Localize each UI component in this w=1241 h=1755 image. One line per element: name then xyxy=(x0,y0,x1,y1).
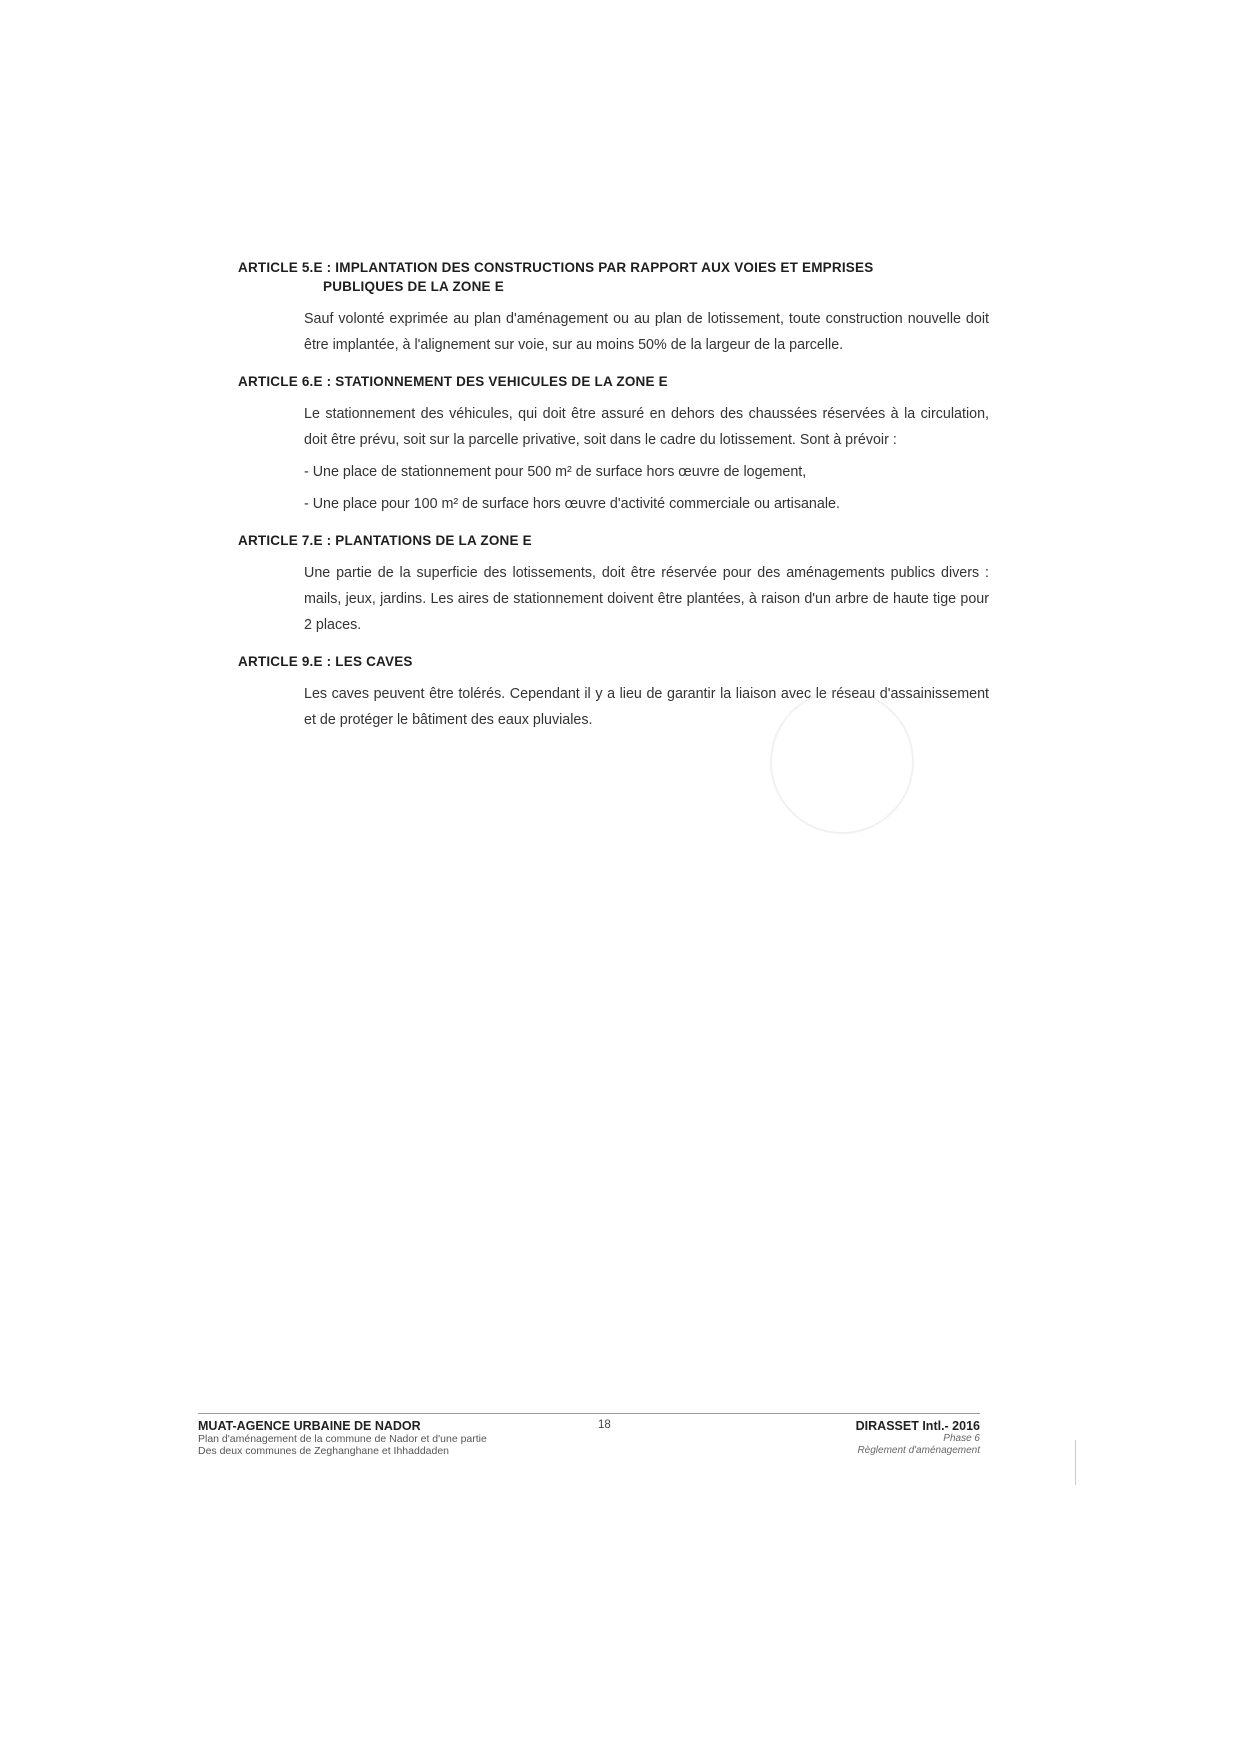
article-body xyxy=(304,681,989,733)
footer-left xyxy=(198,1419,618,1457)
article-7e xyxy=(238,531,998,638)
article-6e xyxy=(238,372,998,517)
article-title: ARTICLE 7.E : PLANTATIONS DE LA ZONE E xyxy=(238,533,532,548)
footer-organization: MUAT-AGENCE URBAINE DE NADOR xyxy=(198,1419,421,1433)
article-title: ARTICLE 9.E : LES CAVES xyxy=(238,654,413,669)
article-title-line2: PUBLIQUES DE LA ZONE E xyxy=(323,279,504,294)
paragraph: Le stationnement des véhicules, qui doit être assuré en dehors des chaussées réservées à la circulation, doit être prévu, soit sur la parcelle privative, soit dans le cadre du lotissement. Sont à prévoir : xyxy=(304,406,989,448)
article-title: ARTICLE 6.E : STATIONNEMENT DES VEHICULES DE LA ZONE E xyxy=(238,374,668,389)
article-body xyxy=(304,306,989,358)
article-9e xyxy=(238,652,998,733)
footer-subtitle: Des deux communes de Zeghanghane et Ihhaddaden xyxy=(198,1445,450,1457)
footer-document-type: Règlement d'aménagement xyxy=(857,1445,980,1456)
page-number: 18 xyxy=(598,1419,611,1431)
article-body xyxy=(304,560,989,638)
list-item: - Une place pour 100 m² de surface hors œuvre d'activité commerciale ou artisanale. xyxy=(304,496,840,512)
article-title xyxy=(238,258,998,296)
footer-right xyxy=(856,1419,980,1457)
page-footer xyxy=(198,1413,980,1457)
paragraph: Les caves peuvent être tolérés. Cependant il y a lieu de garantir la liaison avec le réseau d'assainissement et de protéger le bâtiment des eaux pluviales. xyxy=(304,686,989,728)
scan-edge-line xyxy=(1075,1440,1076,1485)
page-content xyxy=(238,258,998,747)
list-item: - Une place de stationnement pour 500 m² de surface hors œuvre de logement, xyxy=(304,464,807,480)
paragraph: Une partie de la superficie des lotissements, doit être réservée pour des aménagements publics divers : mails, jeux, jardins. Les aires de stationnement doivent être plantées, à raison d'un arbre de haute tige pour 2 places. xyxy=(304,565,989,633)
footer-subtitle: Plan d'aménagement de la commune de Nador et d'une partie xyxy=(198,1433,487,1445)
paragraph: Sauf volonté exprimée au plan d'aménagement ou au plan de lotissement, toute construction nouvelle doit être implantée, à l'alignement sur voie, sur au moins 50% de la largeur de la parcelle. xyxy=(304,311,989,353)
article-5e xyxy=(238,258,998,358)
article-title-line1: ARTICLE 5.E : IMPLANTATION DES CONSTRUCTIONS PAR RAPPORT AUX VOIES ET EMPRISES xyxy=(238,260,874,275)
article-body xyxy=(304,401,989,517)
footer-phase: Phase 6 xyxy=(943,1433,980,1444)
footer-company: DIRASSET Intl.- 2016 xyxy=(855,1419,980,1433)
